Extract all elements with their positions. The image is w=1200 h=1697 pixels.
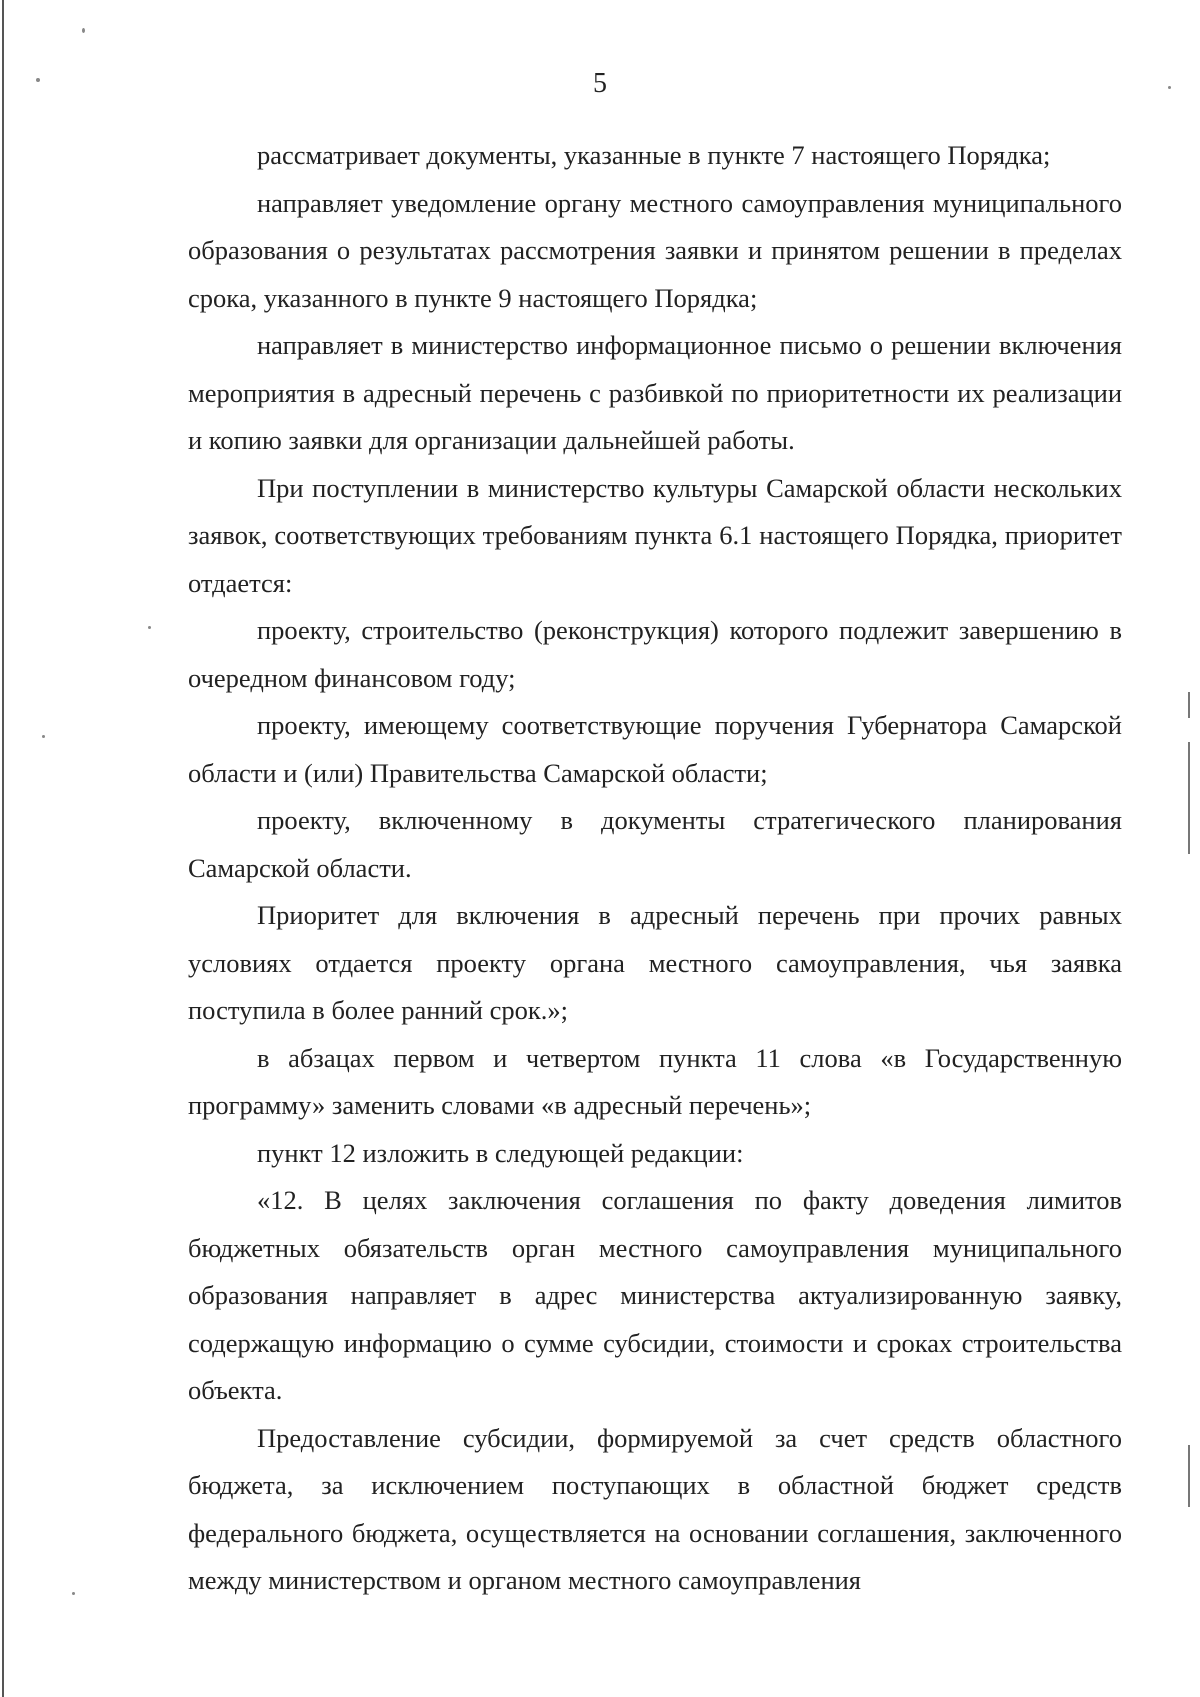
paragraph: направляет в министерство информационное письмо о решении включения мероприятия в адресный перечень с разбивкой по приоритетности их реализации и копию заявки для организации дальнейшей работы. bbox=[188, 330, 1122, 455]
paragraph: рассматривает документы, указанные в пункте 7 настоящего Порядка; bbox=[257, 140, 1051, 170]
paragraph: направляет уведомление органу местного самоуправления муниципального образования о результатах рассмотрения заявки и принятом решении в пределах срока, указанного в пункте 9 настоящего Порядка; bbox=[188, 187, 1122, 313]
margin-mark bbox=[1188, 742, 1190, 854]
paragraph: «12. В целях заключения соглашения по факту доведения лимитов бюджетных обязательств орган местного самоуправления муниципального образования направляет в адрес министерства актуализированную заявку, содержащую информацию о сумме субсидии, стоимости и сроках строительства объекта. bbox=[188, 1185, 1122, 1405]
scan-speck bbox=[148, 626, 151, 629]
page-number: 5 bbox=[593, 68, 607, 99]
scan-edge-line bbox=[2, 0, 4, 1697]
scan-speck bbox=[72, 1592, 75, 1595]
paragraph: пункт 12 изложить в следующей редакции: bbox=[257, 1137, 744, 1168]
paragraph: проекту, включенному в документы стратегического планирования Самарской области. bbox=[188, 805, 1122, 883]
body-text bbox=[188, 132, 1122, 1605]
paragraph: Предоставление субсидии, формируемой за счет средств областного бюджета, за исключением поступающих в областной бюджет средств федерального бюджета, осуществляется на основании соглашения, заключенного между министерством и органом местного самоуправления bbox=[188, 1422, 1122, 1595]
paragraph: в абзацах первом и четвертом пункта 11 слова «в Государственную программу» заменить словами «в адресный перечень»; bbox=[188, 1042, 1122, 1120]
scan-speck bbox=[1168, 86, 1171, 89]
paragraph: Приоритет для включения в адресный перечень при прочих равных условиях отдается проекту органа местного самоуправления, чья заявка поступила в более ранний срок.»; bbox=[188, 900, 1122, 1025]
margin-mark bbox=[1188, 1445, 1190, 1507]
scan-speck bbox=[82, 28, 85, 33]
scan-speck bbox=[42, 735, 45, 738]
paragraph: проекту, строительство (реконструкция) которого подлежит завершению в очередном финансовом году; bbox=[188, 615, 1122, 693]
paragraph: проекту, имеющему соответствующие поручения Губернатора Самарской области и (или) Правительства Самарской области; bbox=[188, 710, 1122, 788]
margin-mark bbox=[1188, 692, 1190, 718]
paragraph: При поступлении в министерство культуры Самарской области нескольких заявок, соответствующих требованиям пункта 6.1 настоящего Порядка, приоритет отдается: bbox=[188, 472, 1122, 598]
scan-speck bbox=[36, 78, 40, 82]
